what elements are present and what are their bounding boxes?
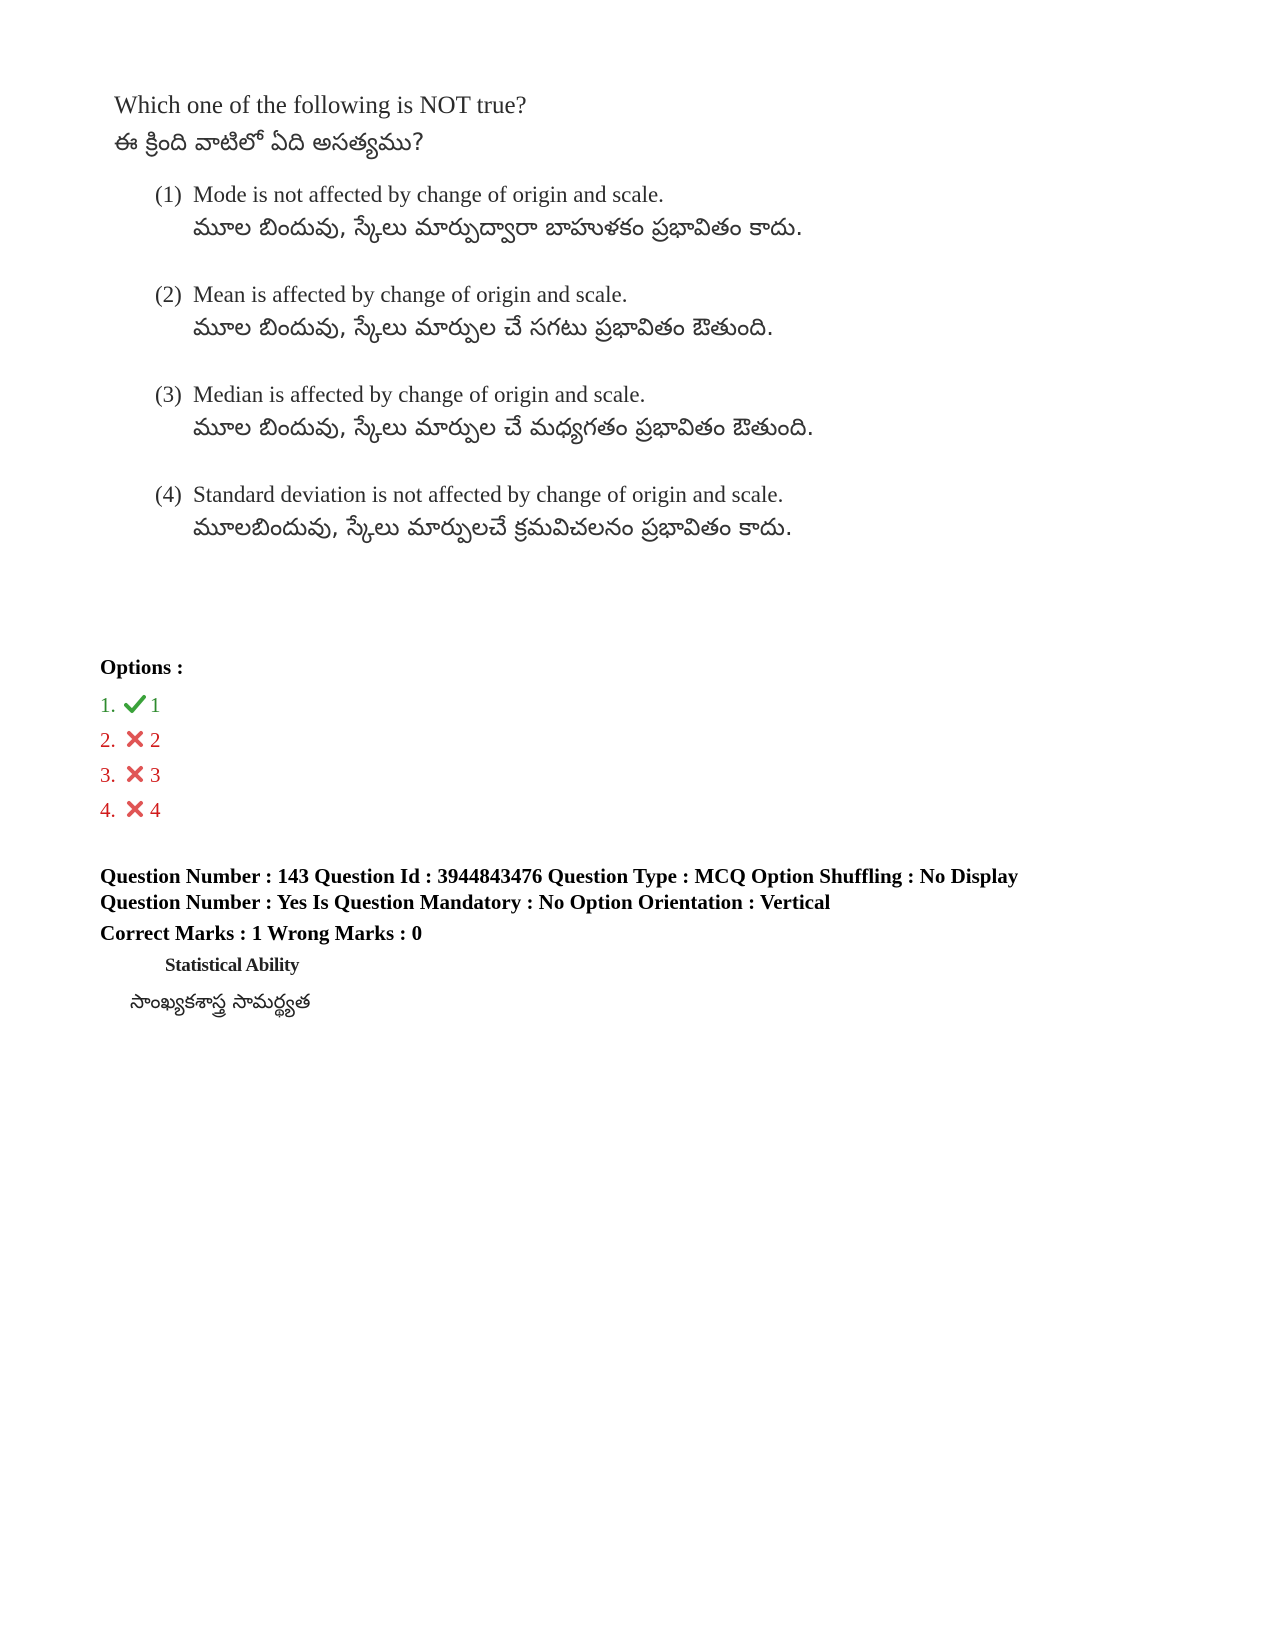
meta-line-2: Question Number : Yes Is Question Mandatory : No Option Orientation : Vertical <box>100 890 831 914</box>
options-list <box>100 655 183 828</box>
question-stem-english: Which one of the following is NOT true? <box>114 92 527 119</box>
statement-number: (3) <box>155 382 182 407</box>
check-icon <box>124 691 146 713</box>
statement-telugu: మూలబిందువు, స్కేలు మార్పులచే క్రమవిచలనం ప్రభావితం కాదు. <box>193 513 793 541</box>
statement-number: (4) <box>155 482 182 507</box>
section-english: Statistical Ability <box>165 955 300 976</box>
statement-telugu: మూల బిందువు, స్కేలు మార్పుల చే సగటు ప్రభావితం ఔతుంది. <box>193 313 774 341</box>
option-value: 3 <box>150 763 161 787</box>
option-number: 1. <box>100 693 116 717</box>
question-block <box>100 92 1060 580</box>
section-telugu: సాంఖ్యకశాస్త్ర సామర్థ్యత <box>130 989 311 1013</box>
option-value: 1 <box>150 693 161 717</box>
question-stem-telugu: ఈ క్రింది వాటిలో ఏది అసత్యము? <box>114 128 425 156</box>
option-2 <box>100 723 183 758</box>
section-label <box>130 955 310 1018</box>
cross-icon <box>124 796 146 818</box>
option-value: 2 <box>150 728 161 752</box>
meta-line-3: Correct Marks : 1 Wrong Marks : 0 <box>100 921 423 945</box>
question-metadata <box>100 863 1018 946</box>
statement-english: Standard deviation is not affected by change of origin and scale. <box>193 482 784 507</box>
option-number: 4. <box>100 798 116 822</box>
cross-icon <box>124 726 146 748</box>
statement-3 <box>155 380 1060 444</box>
statement-2 <box>155 280 1060 344</box>
statement-telugu: మూల బిందువు, స్కేలు మార్పుద్వారా బాహుళకం ప్రభావితం కాదు. <box>193 213 804 241</box>
option-number: 3. <box>100 763 116 787</box>
statement-number: (1) <box>155 182 182 207</box>
option-number: 2. <box>100 728 116 752</box>
statement-english: Median is affected by change of origin and scale. <box>193 382 646 407</box>
option-3 <box>100 758 183 793</box>
cross-icon <box>124 761 146 783</box>
statement-number: (2) <box>155 282 182 307</box>
options-heading: Options : <box>100 655 184 679</box>
meta-line-1: Question Number : 143 Question Id : 3944843476 Question Type : MCQ Option Shuffling : No Display <box>100 864 1019 888</box>
option-4 <box>100 793 183 828</box>
statement-4 <box>155 480 1060 544</box>
option-1 <box>100 688 183 723</box>
statement-english: Mode is not affected by change of origin and scale. <box>193 182 664 207</box>
statement-english: Mean is affected by change of origin and scale. <box>193 282 628 307</box>
statement-telugu: మూల బిందువు, స్కేలు మార్పుల చే మధ్యగతం ప్రభావితం ఔతుంది. <box>193 413 815 441</box>
statement-1 <box>155 180 1060 244</box>
option-value: 4 <box>150 798 161 822</box>
